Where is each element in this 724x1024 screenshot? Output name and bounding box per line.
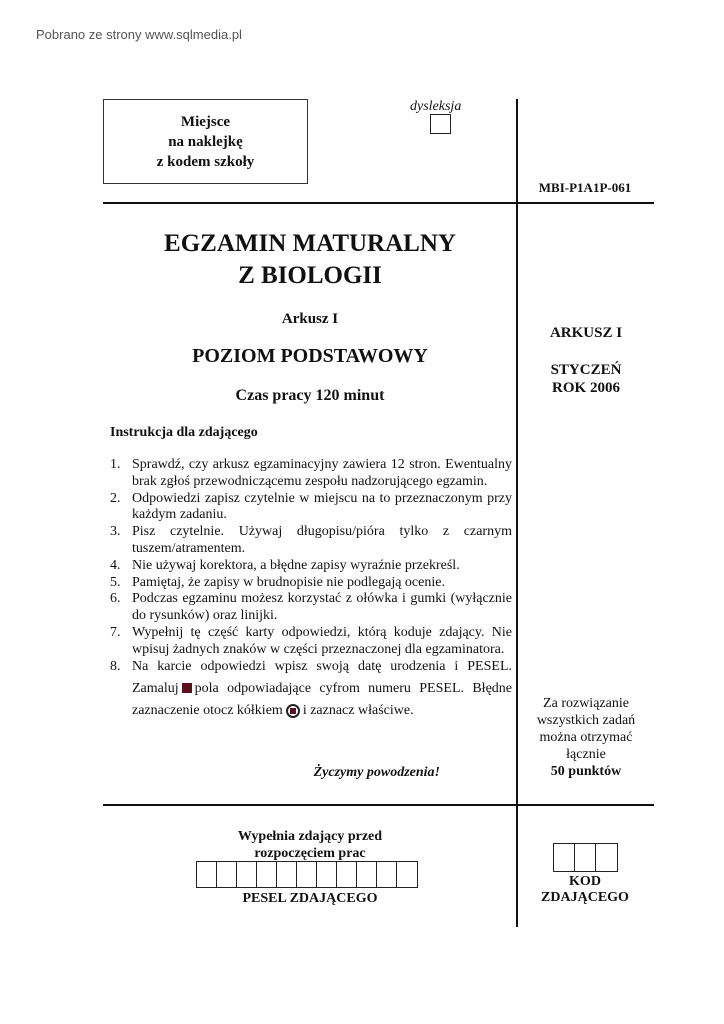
points-line-4: łącznie — [566, 747, 606, 762]
source-watermark: Pobrano ze strony www.sqlmedia.pl — [36, 27, 242, 42]
item-number: 3. — [110, 524, 121, 540]
good-luck-message: Życzymy powodzenia! — [313, 765, 440, 780]
student-code-caption — [530, 874, 640, 906]
list-item — [110, 625, 512, 659]
item-text: Odpowiedzi zapisz czytelnie w miejscu na to przeznaczonym przy każdym zadaniu. — [132, 490, 512, 523]
item-number: 5. — [110, 574, 121, 590]
vertical-divider — [516, 99, 518, 927]
duration-label: Czas pracy 120 minut — [235, 387, 385, 404]
sticker-line-2: na naklejkę — [168, 133, 243, 150]
pesel-digit-cell[interactable] — [357, 862, 377, 887]
item-number: 8. — [110, 658, 121, 674]
circled-square-icon — [286, 704, 300, 718]
code-digit-cell[interactable] — [596, 844, 617, 871]
item-text: Podczas egzaminu możesz korzystać z ołówka i gumki (wyłącznie do rysunków) oraz linijki. — [132, 591, 512, 624]
dyslexia-label: dysleksja — [410, 99, 462, 114]
item-text-part-3: i zaznacz właściwe. — [302, 702, 414, 718]
pesel-digit-cell[interactable] — [317, 862, 337, 887]
item-text-part-2: pola odpowiadające cyfrom numeru PESEL. Błędne zaznaczenie otocz kółkiem — [132, 680, 512, 718]
dyslexia-checkbox[interactable] — [430, 114, 451, 134]
points-line-3: można otrzymać — [539, 730, 633, 745]
pesel-instruction-line-1: Wypełnia zdający przed — [237, 829, 383, 844]
code-digit-cell[interactable] — [554, 844, 575, 871]
list-item — [110, 457, 512, 491]
sticker-line-1: Miejsce — [180, 113, 231, 130]
instructions-heading: Instrukcja dla zdającego — [110, 425, 258, 440]
points-info — [522, 695, 650, 780]
student-code-line-2: ZDAJĄCEGO — [541, 890, 629, 905]
item-text: Pamiętaj, że zapisy w brudnopisie nie podlegają ocenie. — [132, 574, 445, 590]
item-text-part-1: Na karcie odpowiedzi wpisz swoją datę urodzenia i PESEL. Zamaluj — [132, 658, 512, 696]
instructions-list — [110, 457, 512, 722]
pesel-digit-cell[interactable] — [337, 862, 357, 887]
pesel-input-grid[interactable] — [196, 861, 418, 888]
list-item — [110, 575, 512, 592]
item-text: Pisz czytelnie. Używaj długopisu/pióra tylko z czarnym tuszem/atramentem. — [132, 524, 512, 556]
item-text — [132, 656, 512, 722]
points-total: 50 punktów — [550, 764, 622, 779]
pesel-digit-cell[interactable] — [397, 862, 417, 887]
pesel-digit-cell[interactable] — [377, 862, 397, 887]
pesel-digit-cell[interactable] — [197, 862, 217, 887]
exam-date — [522, 361, 650, 397]
pesel-instruction — [190, 828, 430, 862]
exam-year: ROK 2006 — [552, 380, 620, 396]
item-number: 4. — [110, 557, 121, 573]
pesel-digit-cell[interactable] — [237, 862, 257, 887]
pesel-caption: PESEL ZDAJĄCEGO — [242, 891, 378, 906]
item-number: 6. — [110, 591, 121, 607]
list-item — [110, 659, 512, 722]
exam-code: MBI-P1A1P-061 — [538, 180, 632, 195]
student-code-grid[interactable] — [553, 843, 618, 872]
list-item — [110, 491, 512, 525]
list-item — [110, 591, 512, 625]
item-text: Sprawdź, czy arkusz egzaminacyjny zawiera 12 stron. Ewentualny brak zgłoś przewodniczącemu zespołu nadzorującego egzamin. — [132, 457, 512, 489]
school-sticker-box — [103, 99, 308, 184]
exam-month: STYCZEŃ — [550, 362, 622, 378]
pesel-digit-cell[interactable] — [297, 862, 317, 887]
exam-title-line-1: EGZAMIN MATURALNY — [164, 230, 456, 257]
pesel-digit-cell[interactable] — [217, 862, 237, 887]
filled-square-icon — [182, 683, 192, 693]
item-number: 7. — [110, 624, 121, 640]
sheet-label-right: ARKUSZ I — [549, 325, 623, 341]
pesel-instruction-line-2: rozpoczęciem prac — [254, 846, 366, 861]
pesel-digit-cell[interactable] — [277, 862, 297, 887]
exam-title-line-2: Z BIOLOGII — [238, 262, 382, 289]
item-number: 1. — [110, 457, 121, 472]
list-item — [110, 558, 512, 575]
list-item — [110, 524, 512, 558]
student-code-line-1: KOD — [569, 874, 601, 889]
code-digit-cell[interactable] — [575, 844, 596, 871]
sheet-label: Arkusz I — [281, 311, 339, 327]
item-text: Wypełnij tę część karty odpowiedzi, którą koduje zdający. Nie wpisuj żadnych znaków w części przeznaczonej dla egzaminatora. — [132, 624, 512, 657]
points-line-1: Za rozwiązanie — [543, 696, 629, 711]
points-line-2: wszystkich zadań — [536, 713, 636, 728]
top-divider — [103, 202, 654, 204]
item-number: 2. — [110, 490, 121, 506]
bottom-divider — [103, 804, 654, 806]
item-text: Nie używaj korektora, a błędne zapisy wyraźnie przekreśl. — [132, 557, 460, 573]
level-label: POZIOM PODSTAWOWY — [192, 345, 428, 367]
pesel-digit-cell[interactable] — [257, 862, 277, 887]
sticker-line-3: z kodem szkoły — [156, 153, 255, 170]
